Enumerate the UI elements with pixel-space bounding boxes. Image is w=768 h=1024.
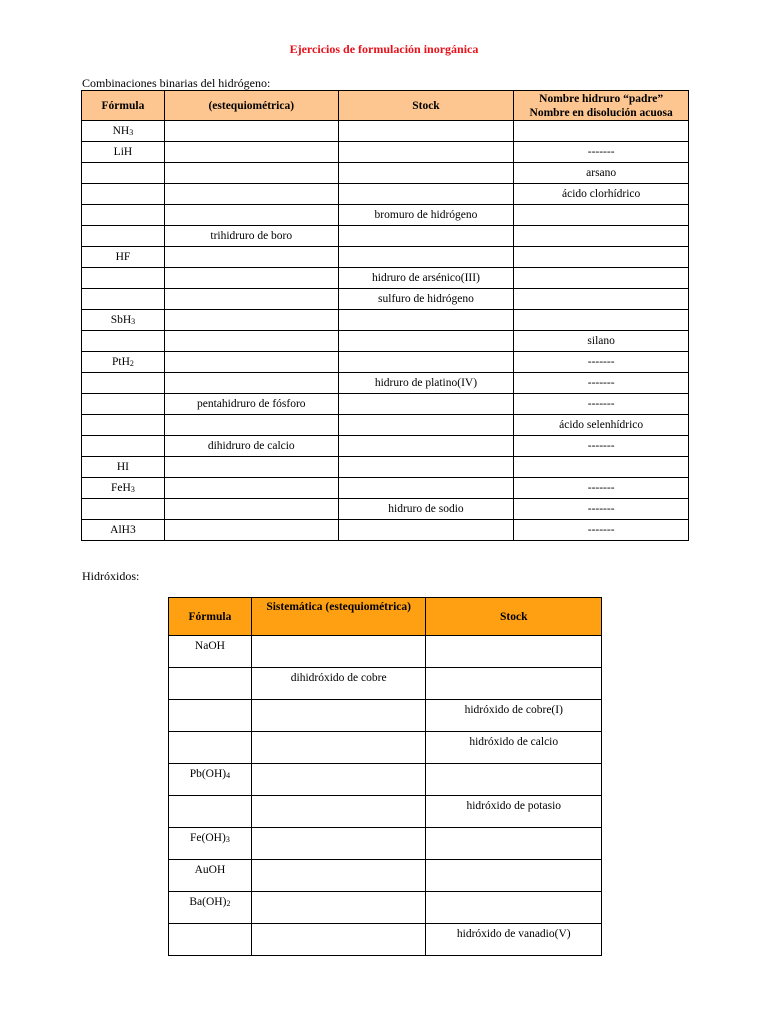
formula-cell-text: LiH (113, 146, 133, 158)
stock-cell[interactable] (426, 732, 602, 764)
systematic-cell-text: dihidróxido de cobre (290, 672, 387, 684)
header-stoichiometric: (estequiométrica) (164, 91, 338, 121)
formula-cell-text: HF (115, 251, 131, 263)
table-row (169, 732, 602, 764)
formula-cell-text: NaOH (194, 640, 225, 652)
table-row (169, 764, 602, 796)
stock-cell[interactable] (338, 226, 514, 247)
formula-cell-subscript: 2 (226, 899, 231, 908)
hydride-name-cell[interactable] (514, 268, 689, 289)
hydride-name-cell[interactable] (514, 520, 689, 541)
stoichiometric-cell[interactable] (164, 352, 338, 373)
table-row (169, 828, 602, 860)
formula-cell[interactable] (82, 457, 165, 478)
stock-cell[interactable] (426, 764, 602, 796)
formula-cell-subscript: 3 (225, 835, 230, 844)
hydride-name-cell-text: ------- (587, 398, 615, 410)
formula-cell-text: NH (112, 125, 130, 137)
formula-cell[interactable] (169, 796, 252, 828)
stoichiometric-cell-text: dihidruro de calcio (207, 440, 295, 452)
header-aqueous-name: Nombre en disolución acuosa (529, 106, 673, 119)
formula-cell[interactable] (169, 828, 252, 860)
stoichiometric-cell[interactable] (164, 457, 338, 478)
stoichiometric-cell[interactable] (164, 394, 338, 415)
stock-cell[interactable] (338, 436, 514, 457)
stoichiometric-cell[interactable] (164, 289, 338, 310)
table-row (82, 226, 689, 247)
stock-cell-text: hidróxido de potasio (466, 800, 562, 812)
hydride-name-cell-text: ------- (587, 503, 615, 515)
stock-cell[interactable] (338, 415, 514, 436)
stock-cell[interactable] (338, 289, 514, 310)
formula-cell[interactable] (169, 924, 252, 956)
table-row (169, 796, 602, 828)
stock-cell[interactable] (338, 184, 514, 205)
header-stock: Stock (338, 91, 514, 121)
formula-cell[interactable] (82, 226, 165, 247)
formula-cell-subscript: 4 (226, 771, 231, 780)
hydride-name-cell[interactable] (514, 205, 689, 226)
formula-cell[interactable] (82, 394, 165, 415)
hydride-name-cell-text: ------- (587, 440, 615, 452)
hydride-name-cell[interactable] (514, 226, 689, 247)
header-parent-name (514, 91, 689, 121)
stock-cell[interactable] (338, 331, 514, 352)
stock-cell-text: hidróxido de cobre(I) (464, 704, 563, 716)
stock-cell[interactable] (338, 268, 514, 289)
hydride-name-cell[interactable] (514, 394, 689, 415)
stoichiometric-cell[interactable] (164, 310, 338, 331)
hydride-name-cell[interactable] (514, 373, 689, 394)
hydride-name-cell[interactable] (514, 457, 689, 478)
systematic-cell[interactable] (251, 764, 426, 796)
stock-cell-text: sulfuro de hidrógeno (378, 293, 474, 305)
stoichiometric-cell[interactable] (164, 184, 338, 205)
table-row (82, 373, 689, 394)
stoichiometric-cell[interactable] (164, 436, 338, 457)
header-parent-hydride: Nombre hidruro “padre” (539, 92, 664, 105)
hydride-name-cell[interactable] (514, 499, 689, 520)
stoichiometric-cell[interactable] (164, 478, 338, 499)
hydride-name-cell[interactable] (514, 289, 689, 310)
hydride-name-cell[interactable] (514, 163, 689, 184)
stock-cell[interactable] (426, 796, 602, 828)
systematic-cell[interactable] (251, 732, 426, 764)
formula-cell[interactable] (82, 205, 165, 226)
formula-cell[interactable] (82, 499, 165, 520)
formula-cell-text: HI (116, 461, 130, 473)
stock-cell[interactable] (338, 457, 514, 478)
hydride-name-cell[interactable] (514, 142, 689, 163)
hydride-name-cell-text: ácido selenhídrico (559, 419, 644, 431)
stock-cell[interactable] (426, 668, 602, 700)
formula-cell[interactable] (82, 247, 165, 268)
formula-cell-text: AlH3 (110, 524, 136, 536)
systematic-cell[interactable] (251, 860, 426, 892)
table-row (82, 331, 689, 352)
stoichiometric-cell[interactable] (164, 499, 338, 520)
hydride-name-cell-text: silano (587, 335, 615, 347)
stock-cell[interactable] (338, 310, 514, 331)
table-row (82, 289, 689, 310)
stock-cell-text: bromuro de hidrógeno (374, 209, 478, 221)
stoichiometric-cell[interactable] (164, 247, 338, 268)
hydride-name-cell-text: ------- (587, 356, 615, 368)
stock-cell[interactable] (338, 142, 514, 163)
hydride-name-cell[interactable] (514, 436, 689, 457)
stoichiometric-cell[interactable] (164, 520, 338, 541)
formula-cell-text: SbH (110, 314, 132, 326)
stock-cell[interactable] (338, 520, 514, 541)
table-row (82, 268, 689, 289)
stock-cell[interactable] (338, 499, 514, 520)
formula-cell[interactable] (82, 520, 165, 541)
formula-cell-text: PtH (111, 356, 130, 368)
stock-cell-text: hidruro de sodio (388, 503, 464, 515)
table-row (82, 352, 689, 373)
table-row (82, 163, 689, 184)
formula-cell[interactable] (82, 331, 165, 352)
stock-cell-text: hidróxido de vanadio(V) (456, 928, 571, 940)
systematic-cell[interactable] (251, 924, 426, 956)
table-row (169, 700, 602, 732)
formula-cell-text: Ba(OH) (189, 896, 227, 908)
table-row (82, 499, 689, 520)
header-formula: Fórmula (82, 91, 165, 121)
stoichiometric-cell[interactable] (164, 121, 338, 142)
stoichiometric-cell[interactable] (164, 163, 338, 184)
stock-cell[interactable] (338, 352, 514, 373)
stock-cell[interactable] (426, 828, 602, 860)
hydride-name-cell[interactable] (514, 331, 689, 352)
stock-cell[interactable] (338, 121, 514, 142)
section-label-hydroxides: Hidróxidos: (82, 569, 140, 583)
systematic-cell[interactable] (251, 892, 426, 924)
formula-cell[interactable] (82, 478, 165, 499)
hydride-name-cell[interactable] (514, 478, 689, 499)
hydride-name-cell[interactable] (514, 121, 689, 142)
stock-cell[interactable] (426, 860, 602, 892)
table-header-row (169, 598, 602, 636)
formula-cell[interactable] (169, 700, 252, 732)
systematic-cell[interactable] (251, 636, 426, 668)
stoichiometric-cell[interactable] (164, 373, 338, 394)
formula-cell[interactable] (169, 668, 252, 700)
stoichiometric-cell[interactable] (164, 142, 338, 163)
hydride-name-cell[interactable] (514, 310, 689, 331)
systematic-cell[interactable] (251, 700, 426, 732)
stock-cell[interactable] (338, 394, 514, 415)
hydride-name-cell[interactable] (514, 415, 689, 436)
stock-cell-text: hidruro de platino(IV) (374, 377, 478, 389)
table-row (169, 860, 602, 892)
table-row (82, 457, 689, 478)
stock-cell[interactable] (338, 478, 514, 499)
formula-cell[interactable] (82, 310, 165, 331)
formula-cell[interactable] (82, 373, 165, 394)
header-systematic: Sistemática (estequiométrica) (251, 598, 426, 636)
systematic-cell[interactable] (251, 828, 426, 860)
formula-cell-text: FeH (111, 482, 131, 494)
stoichiometric-cell-text: pentahidruro de fósforo (196, 398, 306, 410)
table-row (82, 142, 689, 163)
formula-cell[interactable] (82, 352, 165, 373)
formula-cell[interactable] (169, 764, 252, 796)
formula-cell[interactable] (169, 636, 252, 668)
formula-cell-text: AuOH (194, 864, 226, 876)
formula-cell-subscript: 2 (129, 359, 134, 368)
hydride-name-cell-text: ------- (587, 482, 615, 494)
formula-cell-text: Fe(OH) (190, 832, 226, 844)
section-label-binary: Combinaciones binarias del hidrógeno: (82, 76, 271, 90)
stock-cell-text: hidróxido de calcio (469, 736, 559, 748)
hydroxides-table (168, 597, 602, 956)
formula-cell[interactable] (169, 860, 252, 892)
systematic-cell[interactable] (251, 796, 426, 828)
table-row (82, 247, 689, 268)
table-row (82, 121, 689, 142)
hydride-name-cell[interactable] (514, 184, 689, 205)
table-row (82, 436, 689, 457)
hydride-name-cell-text: ------- (587, 524, 615, 536)
table-row (82, 184, 689, 205)
table-row (82, 310, 689, 331)
formula-cell[interactable] (82, 289, 165, 310)
stock-cell[interactable] (426, 700, 602, 732)
stock-cell[interactable] (426, 924, 602, 956)
table-row (82, 394, 689, 415)
hydride-name-cell-text: ------- (587, 377, 615, 389)
formula-cell[interactable] (169, 892, 252, 924)
stoichiometric-cell[interactable] (164, 331, 338, 352)
formula-cell-text: Pb(OH) (189, 768, 227, 780)
formula-cell[interactable] (82, 436, 165, 457)
stoichiometric-cell-text: trihidruro de boro (210, 230, 293, 242)
hydride-name-cell[interactable] (514, 352, 689, 373)
formula-cell[interactable] (82, 121, 165, 142)
stoichiometric-cell[interactable] (164, 205, 338, 226)
stock-cell[interactable] (338, 163, 514, 184)
stock-cell[interactable] (426, 892, 602, 924)
header-formula: Fórmula (169, 598, 252, 636)
table-header-row (82, 91, 689, 121)
table-row (169, 636, 602, 668)
hydride-name-cell-text: arsano (586, 167, 617, 179)
formula-cell-subscript: 3 (129, 128, 134, 137)
table-row (82, 520, 689, 541)
stock-cell[interactable] (338, 205, 514, 226)
hydride-name-cell-text: ------- (587, 146, 615, 158)
formula-cell[interactable] (82, 163, 165, 184)
formula-cell-subscript: 3 (130, 485, 135, 494)
header-stock: Stock (426, 598, 602, 636)
stock-cell-text: hidruro de arsénico(III) (372, 272, 480, 284)
formula-cell-subscript: 3 (131, 317, 136, 326)
systematic-cell[interactable] (251, 668, 426, 700)
formula-cell[interactable] (82, 415, 165, 436)
hydride-name-cell-text: ácido clorhídrico (562, 188, 641, 200)
stoichiometric-cell[interactable] (164, 226, 338, 247)
formula-cell[interactable] (82, 184, 165, 205)
table-row (82, 478, 689, 499)
stoichiometric-cell[interactable] (164, 415, 338, 436)
hydride-name-cell[interactable] (514, 247, 689, 268)
stoichiometric-cell[interactable] (164, 268, 338, 289)
table-row (82, 205, 689, 226)
stock-cell[interactable] (426, 636, 602, 668)
binary-hydrogen-table (81, 90, 689, 541)
table-row (169, 924, 602, 956)
formula-cell[interactable] (82, 142, 165, 163)
formula-cell[interactable] (169, 732, 252, 764)
table-row (82, 415, 689, 436)
formula-cell[interactable] (82, 268, 165, 289)
stock-cell[interactable] (338, 373, 514, 394)
stock-cell[interactable] (338, 247, 514, 268)
table-row (169, 892, 602, 924)
table-row (169, 668, 602, 700)
page-title: Ejercicios de formulación inorgánica (289, 42, 479, 56)
